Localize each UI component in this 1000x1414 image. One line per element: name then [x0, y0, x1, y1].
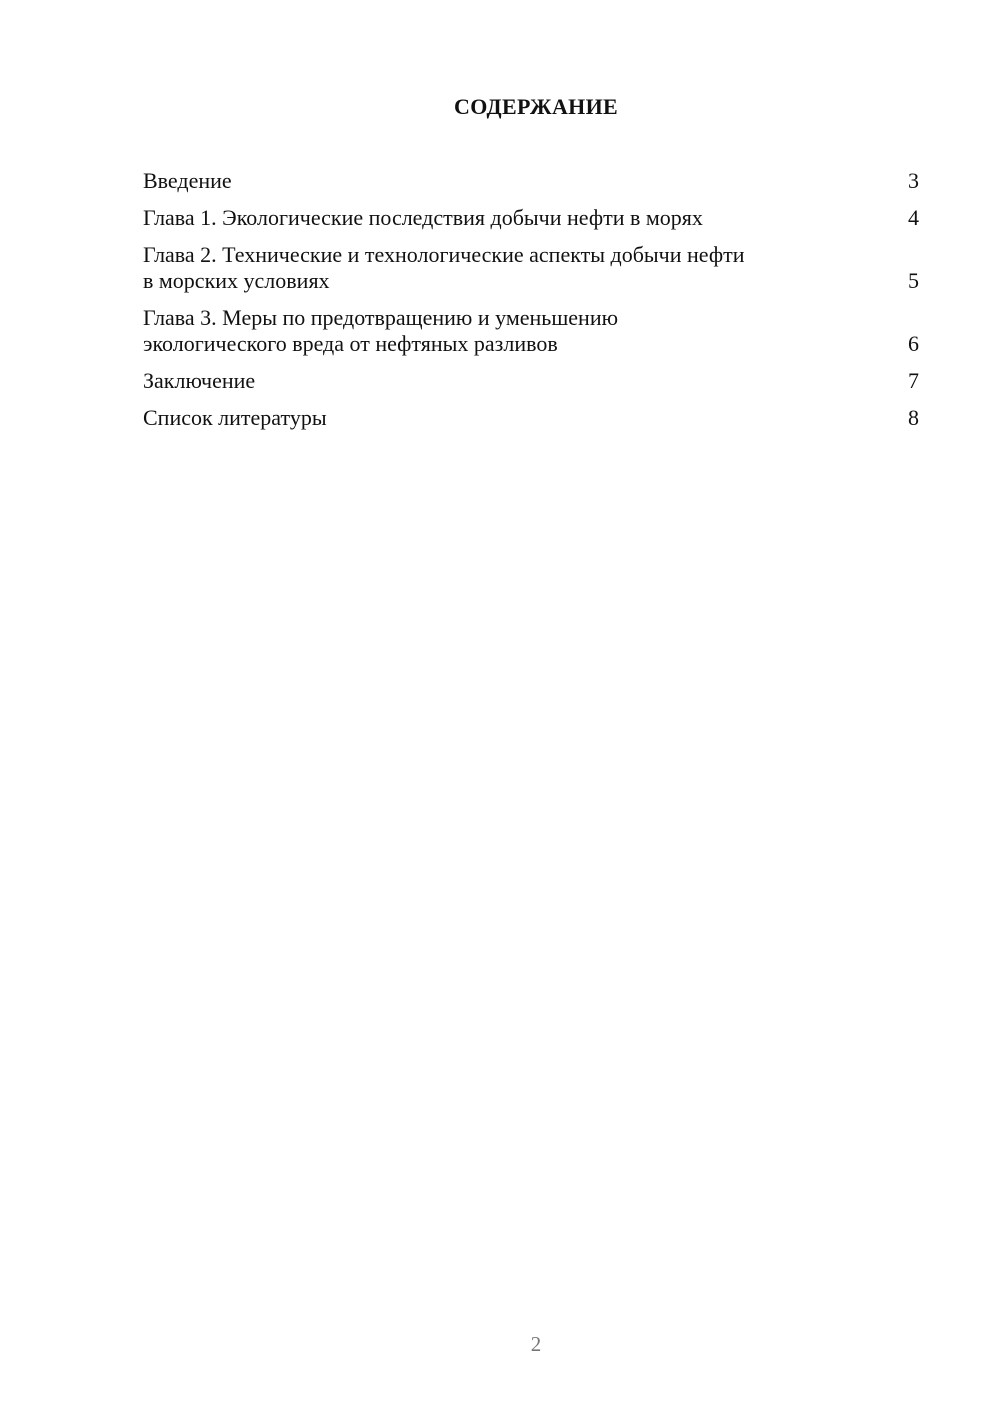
toc-entry-line: Глава 2. Технические и технологические аспекты добычи нефти	[143, 242, 745, 267]
toc-entry-line: в морских условиях	[143, 268, 330, 293]
toc-entry-line: Заключение	[143, 368, 256, 393]
toc-entry-chapter-1	[143, 205, 919, 231]
toc-entry-introduction	[143, 168, 919, 194]
toc-entry-text	[143, 205, 843, 231]
toc-entry-line: Введение	[143, 168, 232, 193]
toc-page-number: 5	[908, 268, 919, 293]
toc-entry-text	[143, 305, 843, 357]
toc-entry-line: Глава 1. Экологические последствия добычи нефти в морях	[143, 205, 703, 230]
toc-entry-line: Список литературы	[143, 405, 327, 430]
toc-entry-line: Глава 3. Меры по предотвращению и уменьшению	[143, 305, 619, 330]
toc-entry-conclusion	[143, 368, 919, 394]
toc-entry-references	[143, 405, 919, 431]
toc-entry-text	[143, 368, 843, 394]
toc-entry-chapter-3	[143, 305, 919, 357]
toc-page-number: 6	[908, 331, 919, 356]
table-of-contents	[143, 168, 919, 442]
toc-entry-text	[143, 405, 843, 431]
toc-page-number: 7	[908, 368, 919, 393]
toc-entry-line: экологического вреда от нефтяных разливов	[143, 331, 558, 356]
toc-page-number: 8	[908, 405, 919, 430]
toc-page-number: 3	[908, 168, 919, 193]
toc-entry-chapter-2	[143, 242, 919, 294]
page-title: СОДЕРЖАНИЕ	[454, 94, 618, 119]
toc-entry-text	[143, 242, 843, 294]
toc-entry-text	[143, 168, 843, 194]
page-footer-number: 2	[530, 1332, 542, 1356]
toc-page-number: 4	[908, 205, 919, 230]
